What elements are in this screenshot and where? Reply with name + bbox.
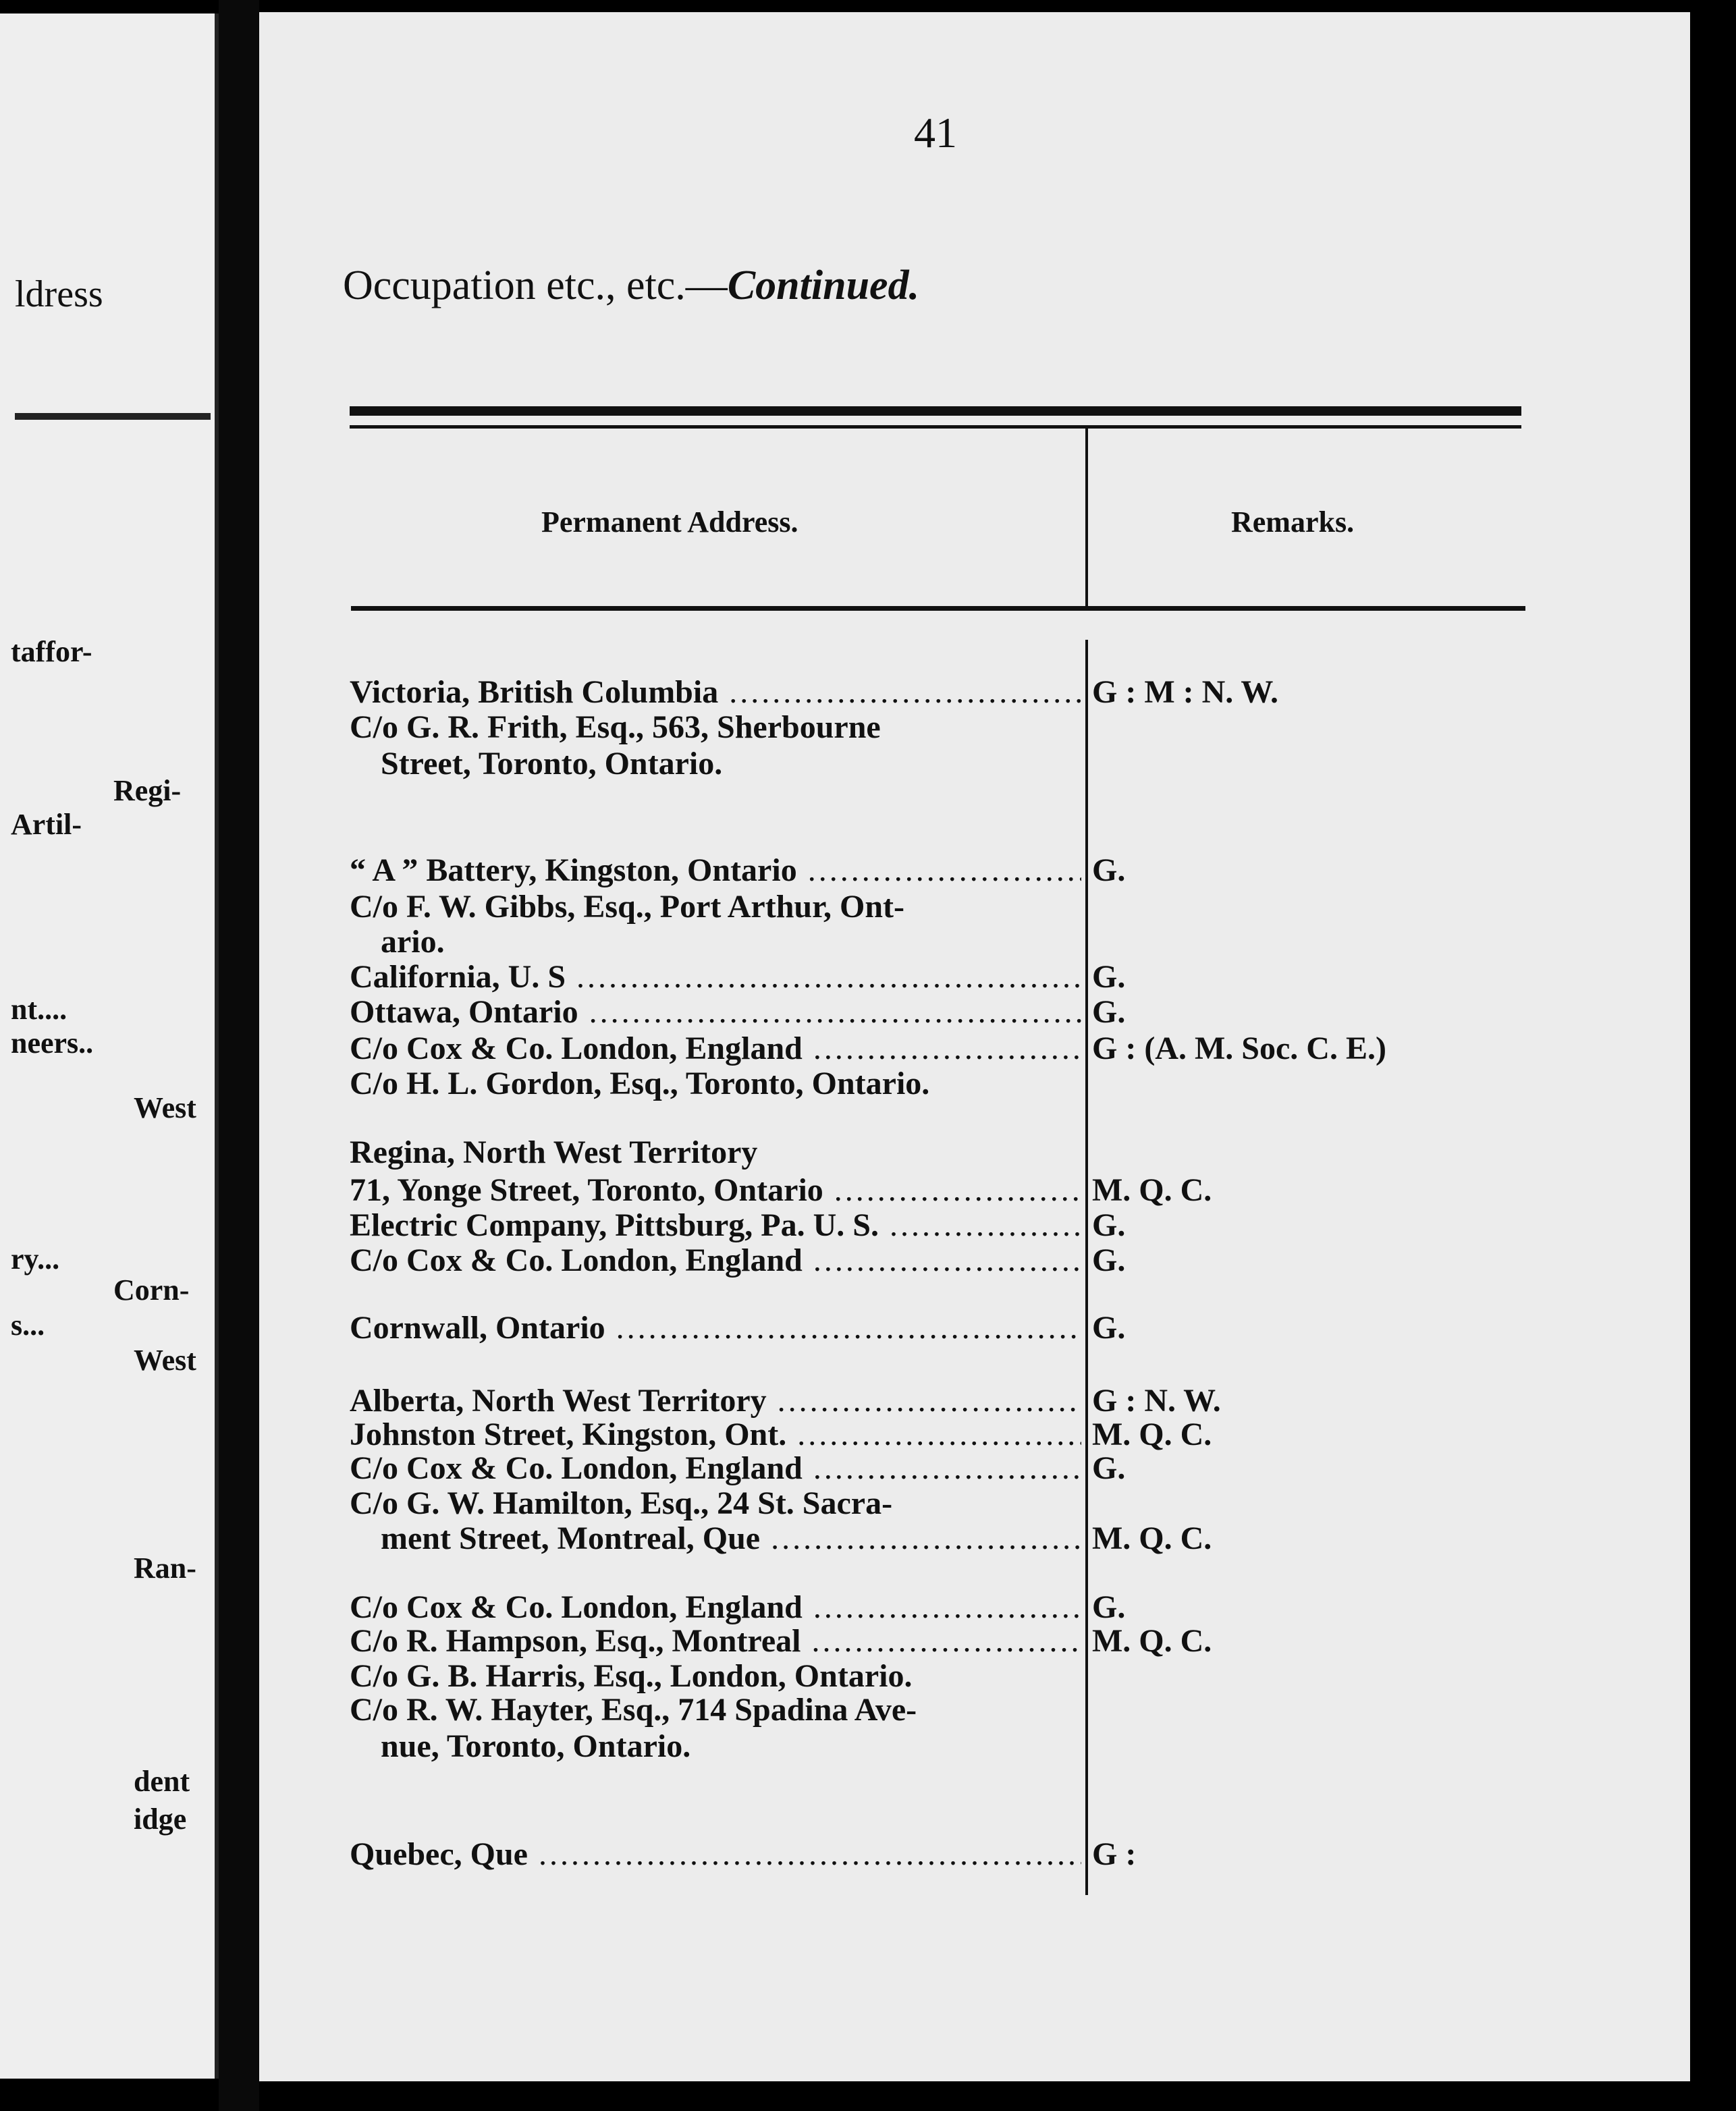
address-cell: [350, 1450, 1081, 1487]
table-row: [350, 674, 1524, 710]
address-text: C/o H. L. Gordon, Esq., Toronto, Ontario.: [350, 1066, 930, 1101]
remarks-cell: G.: [1092, 1242, 1126, 1278]
remarks-cell: G.: [1092, 1450, 1126, 1486]
remarks-cell: G.: [1092, 959, 1126, 995]
address-text: Victoria, British Columbia: [350, 674, 719, 710]
address-cell: [350, 1728, 1081, 1765]
heading-continued: Continued.: [727, 263, 920, 308]
address-cell: [350, 993, 1081, 1031]
address-cell: [350, 888, 1081, 925]
table-row: [350, 1728, 1524, 1764]
address-text: ment Street, Montreal, Que: [381, 1520, 761, 1556]
left-page-text-fragment: s...: [11, 1309, 45, 1342]
table-row: [350, 923, 1524, 960]
left-page-text-fragment: nt....: [11, 993, 67, 1026]
table-row: [350, 888, 1524, 925]
table-row: [350, 1065, 1524, 1101]
remarks-cell: G.: [1092, 1310, 1126, 1346]
remarks-cell: G :: [1092, 1836, 1137, 1872]
table-row: [350, 993, 1524, 1030]
address-cell: [350, 1520, 1081, 1557]
left-page-text-fragment: idge: [134, 1803, 187, 1836]
remarks-cell: G.: [1092, 1207, 1126, 1243]
address-text: “ A ” Battery, Kingston, Ontario: [350, 852, 797, 888]
table-row: [350, 1450, 1524, 1486]
remarks-cell: G.: [1092, 994, 1126, 1030]
table-row: [350, 852, 1524, 888]
left-page-text-fragment: Regi-: [113, 774, 182, 807]
table-row: [350, 1622, 1524, 1659]
left-page-header: ldress: [15, 273, 103, 315]
column-header-address: Permanent Address.: [541, 505, 798, 539]
address-cell: [350, 1836, 1081, 1873]
address-cell: [350, 1416, 1081, 1453]
address-text: C/o G. W. Hamilton, Esq., 24 St. Sacra-: [350, 1485, 893, 1521]
address-text: Ottawa, Ontario: [350, 994, 578, 1030]
address-text: California, U. S: [350, 959, 566, 995]
table-row: [350, 1134, 1524, 1170]
left-page-text-fragment: West: [134, 1091, 196, 1124]
address-text: Alberta, North West Territory: [350, 1383, 767, 1419]
address-text: C/o R. Hampson, Esq., Montreal: [350, 1623, 801, 1659]
remarks-cell: M. Q. C.: [1092, 1623, 1212, 1659]
header-rule: [351, 606, 1525, 611]
left-page-text-fragment: neers..: [11, 1026, 94, 1060]
table-row: [350, 1589, 1524, 1625]
address-cell: [350, 1172, 1081, 1209]
address-cell: [350, 1382, 1081, 1419]
left-page-text-fragment: Artil-: [11, 808, 82, 841]
remarks-cell: M. Q. C.: [1092, 1172, 1212, 1208]
left-page-rule: [15, 413, 211, 420]
address-text: Street, Toronto, Ontario.: [381, 746, 723, 782]
book-page: [259, 12, 1690, 2081]
address-cell: [350, 1622, 1081, 1660]
address-text: Cornwall, Ontario: [350, 1310, 605, 1346]
address-cell: [350, 1691, 1081, 1728]
address-cell: [350, 709, 1081, 746]
remarks-cell: M. Q. C.: [1092, 1520, 1212, 1556]
remarks-cell: G.: [1092, 1589, 1126, 1625]
remarks-cell: G.: [1092, 852, 1126, 888]
left-page-fragment: [0, 13, 219, 2079]
page-number: 41: [914, 109, 957, 157]
table-row: [350, 1691, 1524, 1728]
table-row: [350, 1172, 1524, 1208]
address-text: C/o G. B. Harris, Esq., London, Ontario.: [350, 1658, 913, 1694]
address-cell: [350, 852, 1081, 889]
table-row: [350, 958, 1524, 995]
left-page-text-fragment: dent: [134, 1765, 190, 1798]
address-cell: [350, 1309, 1081, 1346]
address-cell: [350, 1207, 1081, 1244]
address-text: 71, Yonge Street, Toronto, Ontario: [350, 1172, 823, 1208]
table-row: [350, 745, 1524, 782]
address-text: C/o R. W. Hayter, Esq., 714 Spadina Ave-: [350, 1692, 917, 1728]
address-cell: [350, 745, 1081, 782]
top-rule-thick: [350, 406, 1521, 416]
left-page-text-fragment: Ran-: [134, 1552, 196, 1585]
left-page-text-fragment: Corn-: [113, 1273, 190, 1307]
heading-text: Occupation etc., etc.—: [343, 263, 728, 308]
address-text: Johnston Street, Kingston, Ont.: [350, 1417, 787, 1452]
address-text: Electric Company, Pittsburg, Pa. U. S.: [350, 1207, 879, 1243]
table-row: [350, 1520, 1524, 1556]
table-row: [350, 709, 1524, 745]
remarks-cell: G : (A. M. Soc. C. E.): [1092, 1031, 1386, 1066]
address-cell: [350, 1065, 1081, 1102]
address-text: nue, Toronto, Ontario.: [381, 1728, 691, 1764]
address-text: C/o F. W. Gibbs, Esq., Port Arthur, Ont-: [350, 889, 904, 925]
table-row: [350, 1207, 1524, 1243]
table-row: [350, 1382, 1524, 1419]
address-text: C/o Cox & Co. London, England: [350, 1031, 803, 1066]
address-text: Regina, North West Territory: [350, 1134, 758, 1170]
address-cell: [350, 958, 1081, 995]
address-text: C/o Cox & Co. London, England: [350, 1589, 803, 1625]
left-page-text-fragment: West: [134, 1344, 196, 1377]
address-cell: [350, 1485, 1081, 1522]
address-text: C/o G. R. Frith, Esq., 563, Sherbourne: [350, 709, 881, 745]
address-cell: [350, 1242, 1081, 1279]
address-text: C/o Cox & Co. London, England: [350, 1450, 803, 1486]
address-cell: [350, 1589, 1081, 1626]
address-text: C/o Cox & Co. London, England: [350, 1242, 803, 1278]
column-header-remarks: Remarks.: [1231, 505, 1355, 539]
address-text: Quebec, Que: [350, 1836, 528, 1872]
remarks-cell: M. Q. C.: [1092, 1417, 1212, 1452]
top-rule-thin: [350, 425, 1521, 429]
address-cell: [350, 1134, 1081, 1171]
table-row: [350, 1836, 1524, 1872]
address-cell: [350, 1030, 1081, 1067]
table-row: [350, 1657, 1524, 1694]
book-gutter: [219, 0, 259, 2111]
table-row: [350, 1416, 1524, 1452]
address-cell: [350, 674, 1081, 711]
table-row: [350, 1309, 1524, 1346]
left-page-text-fragment: ry...: [11, 1242, 60, 1276]
table-row: [350, 1242, 1524, 1278]
address-cell: [350, 1657, 1081, 1695]
left-page-text-fragment: taffor-: [11, 635, 92, 668]
column-divider-header: [1085, 429, 1088, 606]
remarks-cell: G : M : N. W.: [1092, 674, 1278, 710]
address-cell: [350, 923, 1081, 960]
table-row: [350, 1485, 1524, 1521]
page-heading: [343, 262, 919, 310]
table-row: [350, 1030, 1524, 1066]
address-text: ario.: [381, 924, 445, 960]
remarks-cell: G : N. W.: [1092, 1383, 1221, 1419]
